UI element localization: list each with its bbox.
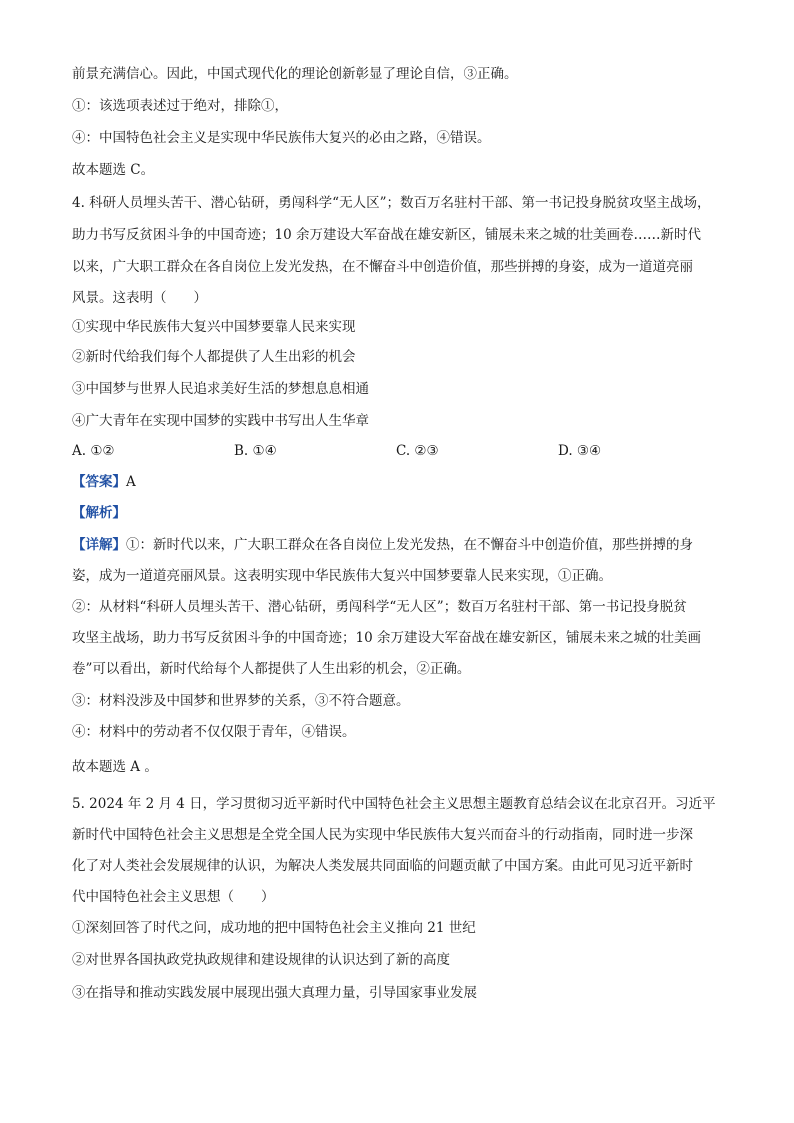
detail-text: 姿，成为一道道亮丽风景。这表明实现中华民族伟大复兴中国梦要靠人民来实现，①正确。 <box>72 568 612 584</box>
q5-stem-line: 新时代中国特色社会主义思想是全党全国人民为实现中华民族伟大复兴而奋斗的行动指南，同时进一步深 <box>72 827 693 843</box>
detail-tag: 【详解】 <box>72 537 126 553</box>
q4-stem-line: 4. 科研人员埋头苦干、潜心钻研，勇闯科学“无人区”；数百万名驻村干部、第一书记投身脱贫攻坚主战场， <box>72 195 711 211</box>
q4-statement: ④广大青年在实现中国梦的实践中书写出人生华章 <box>72 413 369 429</box>
q4-stem-line: 助力书写反贫困斗争的中国奇迹；10 余万建设大军奋战在雄安新区，铺展未来之城的壮美画卷……新时代 <box>72 227 701 243</box>
prev-text-line: ④：中国特色社会主义是实现中华民族伟大复兴的必由之路，④错误。 <box>72 130 491 146</box>
option-c: C. ②③ <box>396 443 439 459</box>
analysis-tag: 【解析】 <box>72 505 126 521</box>
answer-line <box>72 472 732 492</box>
prev-text-line: ①：该选项表述过于绝对，排除①， <box>72 98 288 114</box>
prev-text-line: 前景充满信心。因此，中国式现代化的理论创新彰显了理论自信，③正确。 <box>72 66 518 82</box>
q5-statement: ①深刻回答了时代之问，成功地的把中国特色社会主义推向 21 世纪 <box>72 920 476 936</box>
detail-text: ②：从材料“科研人员埋头苦干、潜心钻研，勇闯科学“无人区”；数百万名驻村干部、第一书记投身脱贫 <box>72 599 687 615</box>
prev-conclusion: 故本题选 C。 <box>72 162 155 178</box>
option-a: A. ①② <box>72 443 115 459</box>
q5-statement: ②对世界各国执政党执政规律和建设规律的认识达到了新的高度 <box>72 952 450 968</box>
option-b: B. ①④ <box>234 443 277 459</box>
analysis-line <box>72 503 732 523</box>
q5-statement: ③在指导和推动实践发展中展现出强大真理力量，引导国家事业发展 <box>72 985 477 1001</box>
q4-statement: ①实现中华民族伟大复兴中国梦要靠人民来实现 <box>72 319 356 335</box>
detail-text: ③：材料没涉及中国梦和世界梦的关系，③不符合题意。 <box>72 693 410 709</box>
q4-statement: ②新时代给我们每个人都提供了人生出彩的机会 <box>72 349 356 365</box>
q5-stem-line: 化了对人类社会发展规律的认识，为解决人类发展共同面临的问题贡献了中国方案。由此可见习近平新时 <box>72 858 693 874</box>
q4-stem-line: 风景。这表明（ ） <box>72 290 207 306</box>
answer-tag: 【答案】 <box>72 474 126 490</box>
q5-stem-line: 5. 2024 年 2 月 4 日，学习贯彻习近平新时代中国特色社会主义思想主题教育总结会议在北京召开。习近平 <box>72 796 716 812</box>
q4-conclusion: 故本题选 A 。 <box>72 759 158 775</box>
detail-line <box>72 535 732 555</box>
detail-text: 卷”可以看出，新时代给每个人都提供了人生出彩的机会，②正确。 <box>72 661 471 677</box>
q5-stem-line: 代中国特色社会主义思想（ ） <box>72 889 275 905</box>
detail-text: ④：材料中的劳动者不仅仅限于青年，④错误。 <box>72 724 356 740</box>
answer-value: A <box>126 474 136 490</box>
q4-options <box>72 441 732 461</box>
detail-text: 攻坚主战场，助力书写反贫困斗争的中国奇迹；10 余万建设大军奋战在雄安新区，铺展未来之城的壮美画 <box>72 630 701 646</box>
option-d: D. ③④ <box>558 443 602 459</box>
detail-text: ①：新时代以来，广大职工群众在各自岗位上发光发热，在不懈奋斗中创造价值，那些拼搏的身 <box>126 537 693 553</box>
q4-stem-line: 以来，广大职工群众在各自岗位上发光发热，在不懈奋斗中创造价值，那些拼搏的身姿，成为一道道亮丽 <box>72 259 693 275</box>
q4-statement: ③中国梦与世界人民追求美好生活的梦想息息相通 <box>72 381 369 397</box>
